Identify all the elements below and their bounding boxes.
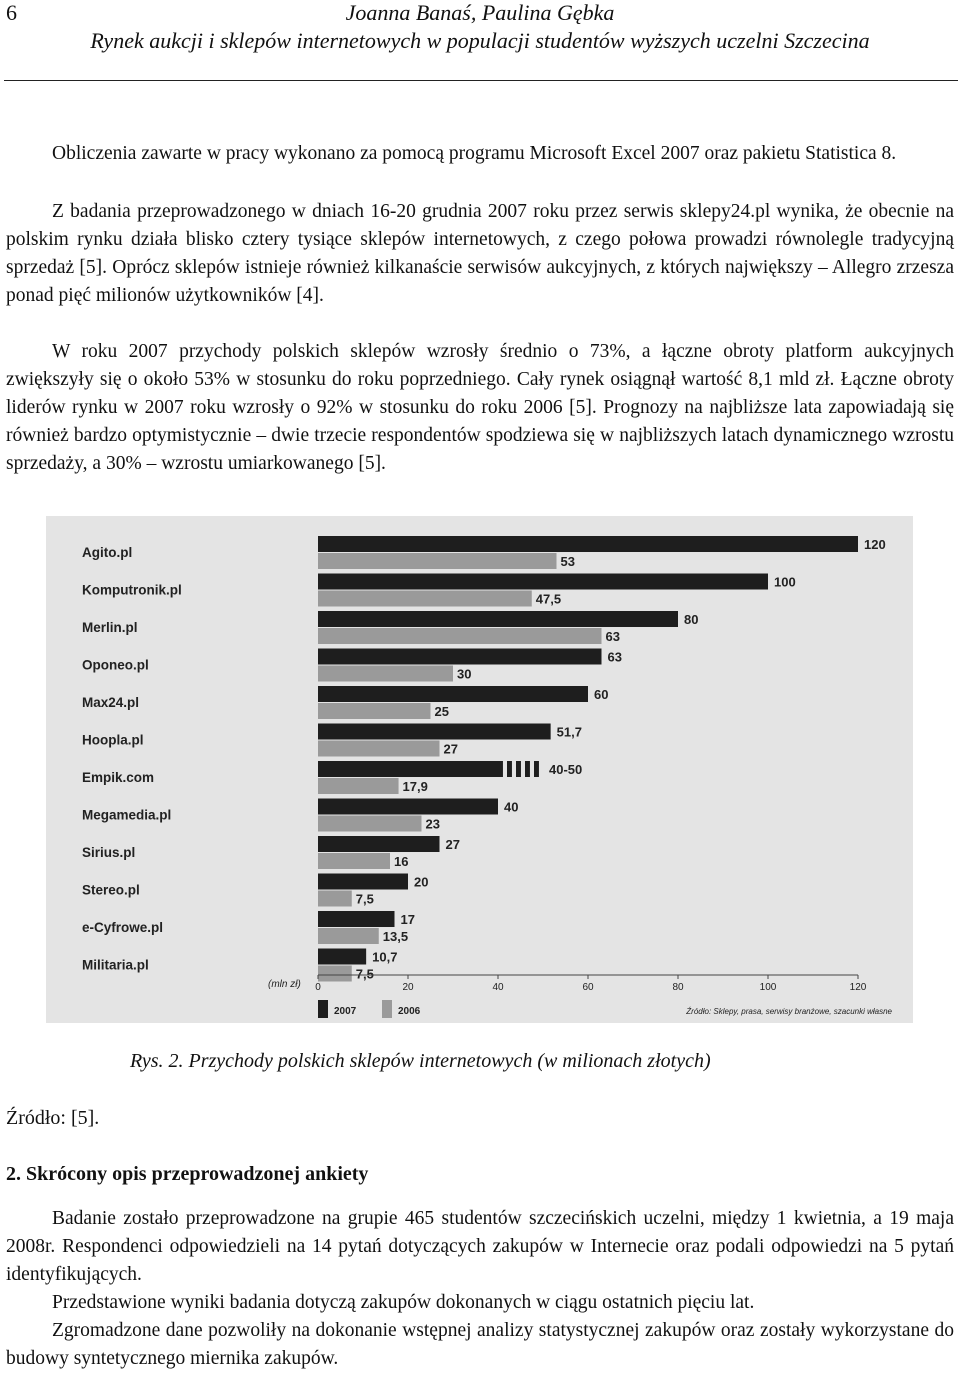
x-tick-label: 20 [402, 982, 414, 993]
bar-2007-range-segment [525, 761, 530, 777]
value-label-2007: 40 [504, 799, 519, 815]
x-tick-label: 60 [582, 982, 594, 993]
axis-unit-label: (mln zł) [268, 979, 301, 990]
bar-2007 [318, 874, 408, 890]
legend-label-2006: 2006 [398, 1006, 421, 1017]
legend-label-2007: 2007 [334, 1006, 357, 1017]
header-title: Rynek aukcji i sklepów internetowych w populacji studentów wyższych uczelni Szczecina [90, 28, 870, 53]
value-label-2006: 53 [560, 554, 575, 569]
value-label-2006: 13,5 [382, 929, 409, 944]
revenue-chart [46, 516, 913, 1023]
value-label-2007: 80 [684, 612, 699, 627]
bar-2007 [318, 574, 768, 590]
bar-2006 [318, 928, 379, 944]
bar-2007 [318, 799, 498, 815]
section-heading: 2. Skrócony opis przeprowadzonej ankiety [6, 1163, 369, 1185]
legend-swatch-2007 [318, 1000, 328, 1018]
bar-2007 [318, 611, 678, 627]
legend-swatch-2006 [382, 1000, 392, 1018]
category-label: Agito.pl [82, 545, 133, 560]
header-authors: Joanna Banaś, Paulina Gębka [345, 0, 615, 25]
bar-2006 [318, 778, 399, 794]
value-label-2006: 27 [443, 741, 458, 757]
bar-2006 [318, 891, 352, 907]
value-label-2007: 20 [414, 874, 429, 890]
category-label: Megamedia.pl [82, 807, 172, 823]
category-label: Empik.com [82, 770, 155, 785]
value-label-2006: 17,9 [402, 779, 428, 794]
category-label: e-Cyfrowe.pl [82, 920, 164, 935]
value-label-2007: 51,7 [556, 724, 582, 740]
section-paragraph-1: Badanie zostało przeprowadzone na grupie 465 studentów szczecińskich uczelni, między 1 kwietnia, a 19 maja 2008r. Respondenci odpowiedzieli na 14 pytań dotyczących zakupów w Internecie oraz podali odpowiedzi na 5 pytań identyfikujących. [6, 1208, 954, 1285]
bar-2007 [318, 911, 395, 927]
figure-source: Źródło: [5]. [6, 1107, 100, 1129]
bar-2007-range-segment [498, 761, 503, 777]
value-label-2007: 10,7 [372, 949, 398, 965]
section-paragraph-2: Przedstawione wyniki badania dotyczą zakupów dokonanych w ciągu ostatnich pięciu lat. [52, 1292, 755, 1313]
bar-2006 [318, 666, 453, 682]
category-label: Militaria.pl [82, 957, 149, 973]
section-paragraph-3: Zgromadzone dane pozwoliły na dokonanie wstępnej analizy statystycznej zakupów oraz zostały wykorzystane do budowy syntetycznego miernika zakupów. [6, 1320, 954, 1369]
bar-2007 [318, 536, 858, 552]
x-tick-label: 40 [492, 982, 504, 993]
bar-2007 [318, 761, 498, 777]
revenue-chart-svg [46, 516, 913, 1023]
value-label-2007: 60 [594, 687, 609, 702]
value-label-2006: 16 [394, 854, 409, 869]
value-label-2007: 120 [864, 537, 886, 552]
value-label-2007: 27 [445, 837, 460, 852]
bar-2006 [318, 966, 352, 982]
bar-2007 [318, 724, 551, 740]
bar-2007-range-segment [516, 761, 521, 777]
bar-2006 [318, 741, 440, 757]
value-label-2007: 17 [400, 912, 415, 927]
bar-2006 [318, 628, 602, 644]
paragraph-3: W roku 2007 przychody polskich sklepów wzrosły średnio o 73%, a łączne obroty platform aukcyjnych zwiększyły się o około 53% w stosunku do roku poprzedniego. Cały rynek osiągnął wartość 8,1 mld zł. Łączne obroty liderów rynku w 2007 roku wzrosły o 92% w stosunku do roku 2006 [5]. Prognozy na najbliższe lata zapowiadają się również bardzo optymistycznie – dwie trzecie respondentów spodziewa się w najbliższych latach dynamicznego wzrostu sprzedaży, a 30% – wzrostu umiarkowanego [5]. [6, 341, 954, 474]
value-label-2006: 25 [434, 704, 449, 719]
category-label: Stereo.pl [82, 882, 140, 898]
x-tick-label: 80 [672, 982, 684, 993]
page-number: 6 [6, 0, 17, 25]
value-label-2006: 47,5 [535, 591, 562, 607]
bar-2007 [318, 836, 440, 852]
value-label-2007: 40-50 [549, 762, 583, 777]
bar-2006 [318, 816, 422, 832]
bar-2006 [318, 553, 557, 569]
value-label-2006: 30 [457, 666, 472, 682]
category-label: Sirius.pl [82, 845, 136, 860]
paragraph-1: Obliczenia zawarte w pracy wykonano za pomocą programu Microsoft Excel 2007 oraz pakietu Statistica 8. [52, 143, 897, 164]
value-label-2006: 63 [605, 629, 620, 644]
bar-2006 [318, 703, 431, 719]
bar-2007-range-segment [534, 761, 539, 777]
category-label: Max24.pl [82, 695, 140, 710]
value-label-2006: 23 [425, 816, 440, 832]
chart-source-note: Źródło: Sklepy, prasa, serwisy branżowe, szacunki własne [686, 1007, 892, 1016]
bar-2007 [318, 649, 602, 665]
bar-2007 [318, 686, 588, 702]
paragraph-2: Z badania przeprowadzonego w dniach 16-20 grudnia 2007 roku przez serwis sklepy24.pl wynika, że obecnie na polskim rynku działa blisko cztery tysiące sklepów internetowych, z czego połowa prowadzi równolegle tradycyjną sprzedaż [5]. Oprócz sklepów istnieje również kilkanaście serwisów aukcyjnych, z których największy – Allegro zrzesza ponad pięć milionów użytkowników [4]. [6, 201, 954, 306]
bar-2007 [318, 949, 366, 965]
category-label: Komputronik.pl [82, 582, 182, 598]
bar-2006 [318, 591, 532, 607]
header-rule [4, 80, 958, 81]
category-label: Hoopla.pl [82, 732, 144, 748]
value-label-2007: 100 [774, 574, 796, 590]
x-tick-label: 120 [849, 982, 867, 993]
x-tick-label: 0 [315, 982, 321, 993]
category-label: Merlin.pl [82, 620, 138, 635]
value-label-2006: 7,5 [355, 966, 374, 982]
value-label-2006: 7,5 [355, 891, 374, 907]
bar-2007-range-segment [507, 761, 512, 777]
category-label: Oponeo.pl [82, 657, 149, 673]
bar-2006 [318, 853, 390, 869]
page-header [0, 0, 960, 90]
figure-caption: Rys. 2. Przychody polskich sklepów internetowych (w milionach złotych) [130, 1050, 711, 1072]
value-label-2007: 63 [607, 649, 622, 665]
x-tick-label: 100 [759, 982, 777, 993]
